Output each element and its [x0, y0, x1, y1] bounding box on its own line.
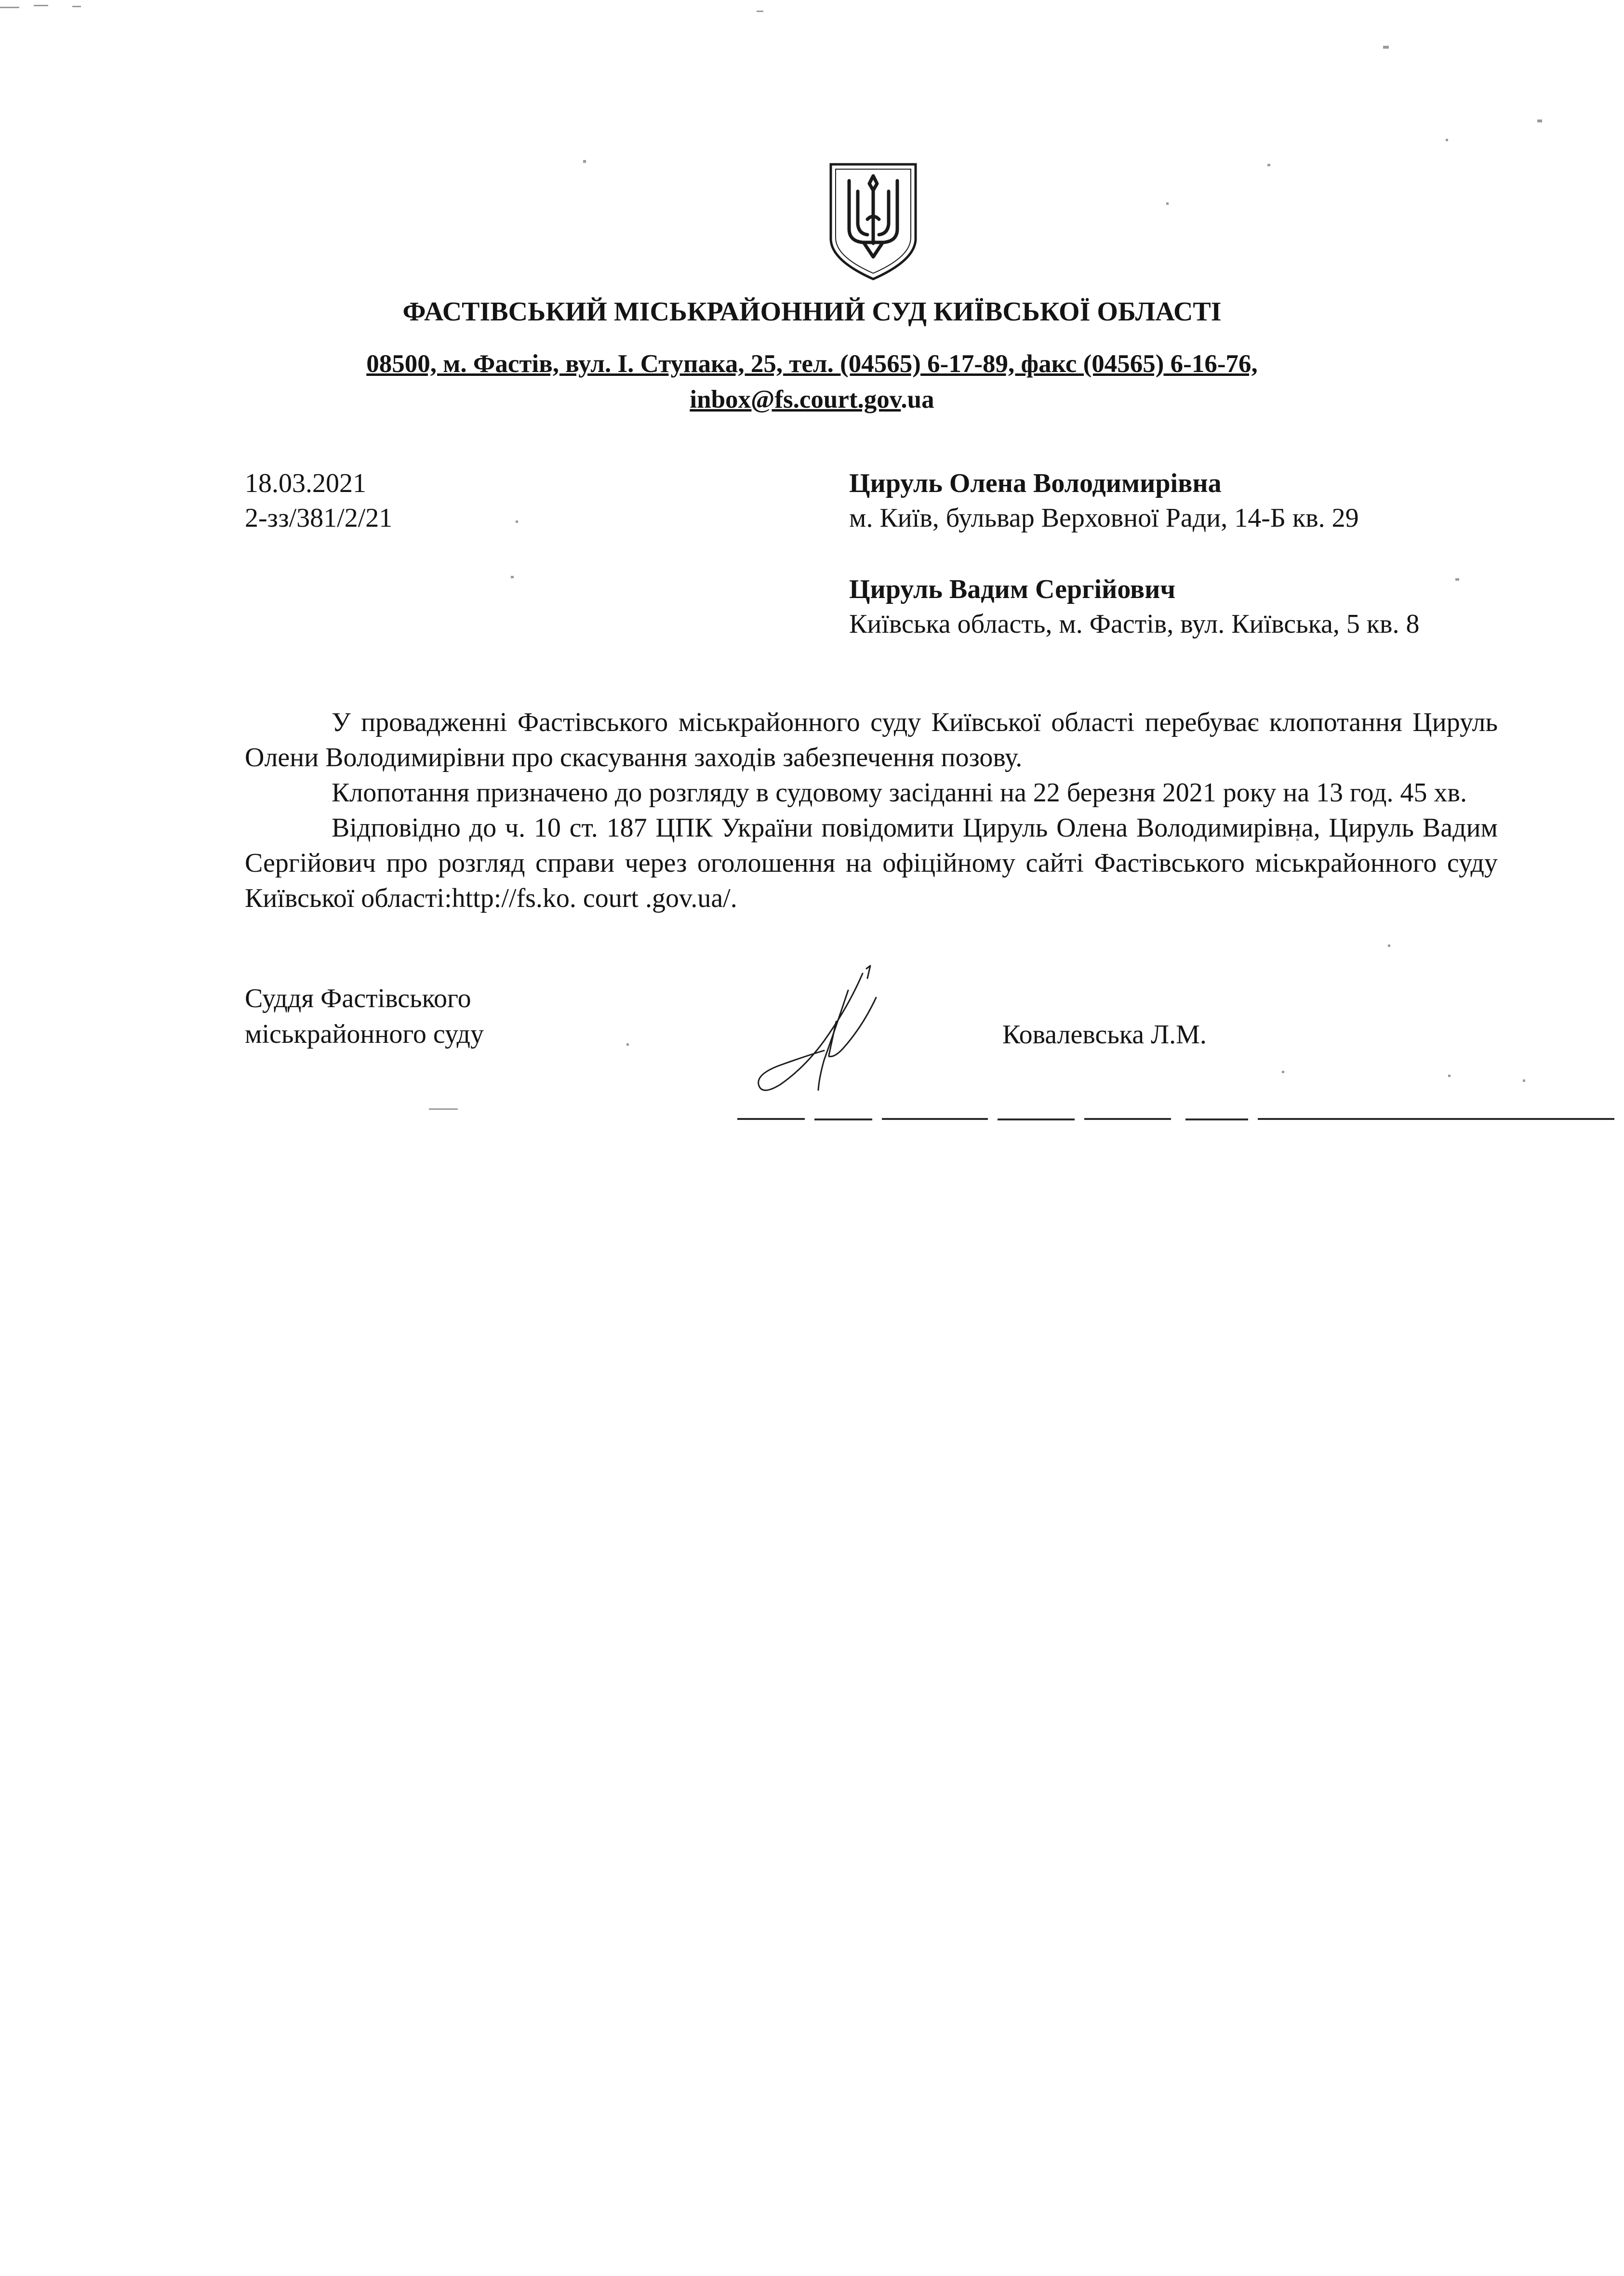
case-number: 2-зз/381/2/21: [245, 503, 393, 533]
body-paragraph-proceeding: У провадженні Фастівського міськрайонного суду Київської області перебуває клопотання Цируль Олени Володимирівни про скасування заходів забезпечення позову.: [245, 707, 1498, 772]
judge-title-line-1: Суддя Фастівського: [245, 984, 471, 1013]
court-address: 08500, м. Фастів, вул. І. Ступака, 25, тел. (04565) 6-17-89, факс (04565) 6-16-76,: [366, 350, 1258, 378]
court-email[interactable]: [0, 384, 1624, 415]
notice-body: [245, 705, 1498, 916]
court-email-link[interactable]: inbox@fs.court.gov: [690, 386, 901, 413]
body-paragraph-hearing: Клопотання призначено до розгляду в судовому засіданні на 22 березня 2021 року на 13 год. 45 хв.: [332, 778, 1467, 808]
court-email-suffix: .ua: [901, 386, 934, 413]
document-date: 18.03.2021: [245, 468, 366, 498]
court-name: ФАСТІВСЬКИЙ МІСЬКРАЙОННИЙ СУД КИЇВСЬКОЇ ОБЛАСТІ: [402, 297, 1222, 327]
handwritten-signature: [752, 964, 906, 1108]
judge-title: [245, 981, 484, 1052]
recipient-2-name: Цируль Вадим Сергійович: [849, 574, 1176, 604]
judge-name: Ковалевська Л.М.: [1002, 1020, 1207, 1050]
judge-title-line-2: міськрайонного суду: [245, 1019, 484, 1049]
scan-edge-line: [737, 1116, 1614, 1122]
body-paragraph-notification: Відповідно до ч. 10 ст. 187 ЦПК України повідомити Цируль Олена Володимирівна, Цируль Вадим Сергійович про розгляд справи через оголошення на офіційному сайті Фастівського міськрайонного суду Київської області:http://fs.ko. court .gov.ua/.: [245, 813, 1498, 913]
recipient-1-address: м. Київ, бульвар Верховної Ради, 14-Б кв. 29: [849, 503, 1359, 533]
coat-of-arms-icon: [825, 161, 921, 282]
recipient-1-name: Цируль Олена Володимирівна: [849, 468, 1222, 498]
recipient-2-address: Київська область, м. Фастів, вул. Київська, 5 кв. 8: [849, 609, 1420, 639]
